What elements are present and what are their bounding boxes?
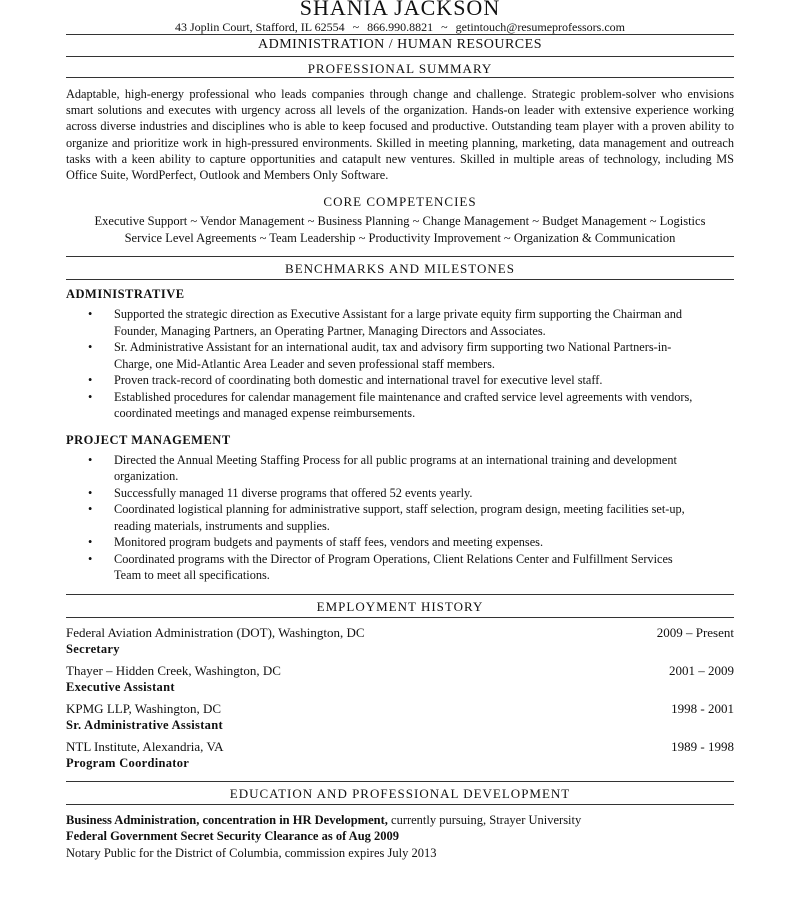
section-heading-summary: PROFESSIONAL SUMMARY [307,61,493,76]
education-line: Federal Government Secret Security Clearance as of Aug 2009 [66,829,400,844]
education-line [66,812,734,829]
summary-paragraph: Adaptable, high-energy professional who leads companies through change and challenge. Strategic problem-solver who envisions smart solutions and executes with urgency across all levels of the organization. Hands-on leader with extensive experience working across diverse industries and disciplines who is able to keep focused and productive. Outstanding team player with a proven ability to organize and prioritize work in high-pressured environments. Skilled in meeting planning, marketing, data management and outreach tasks with a keen ability to capture opportunities and catapult new ventures. Skilled in multiple areas of technology, including MS Office Suite, WordPerfect, Outlook and Members Only Software. [66,87,734,183]
divider [66,77,734,78]
contact-line [0,20,800,34]
divider [66,617,734,618]
job-dates: 2001 – 2009 [669,662,734,678]
divider [66,279,734,280]
education-list [66,812,734,862]
section-heading-employment: EMPLOYMENT HISTORY [316,598,484,614]
divider [66,781,734,782]
divider [66,56,734,57]
education-degree: Business Administration, concentration in HR Development, [66,812,388,827]
phone: 866.990.8821 [367,20,434,34]
job-entry [66,624,734,657]
education-line: Notary Public for the District of Columbia, commission expires July 2013 [66,845,437,860]
job-org: Federal Aviation Administration (DOT), Washington, DC [66,624,365,640]
job-org: KPMG LLP, Washington, DC [66,700,222,716]
section-heading-benchmarks: BENCHMARKS AND MILESTONES [285,261,515,277]
job-org: Thayer – Hidden Creek, Washington, DC [66,662,281,678]
job-role: Secretary [66,641,120,656]
list-item: • Established procedures for calendar management file maintenance and crafted service level agreements with vendors, coordinated meetings and managed expense reimbursements. [86,389,700,422]
job-role: Sr. Administrative Assistant [66,717,223,732]
subheading-project-management: PROJECT MANAGEMENT [66,432,231,447]
job-dates: 1989 - 1998 [671,738,734,754]
job-entry [66,738,734,771]
job-dates: 1998 - 2001 [671,700,734,716]
list-item: • Monitored program budgets and payments of staff fees, vendors and meeting expenses. [86,534,700,551]
separator: ~ [441,20,448,34]
list-item: • Coordinated programs with the Director of Program Operations, Client Relations Center and Fulfillment Services Team to meet all specifications. [86,551,700,584]
subheading-administrative: ADMINISTRATIVE [66,287,185,302]
list-item: • Proven track-record of coordinating both domestic and international travel for executive level staff. [86,372,700,389]
list-item: • Successfully managed 11 diverse programs that offered 52 events yearly. [86,485,700,502]
job-role: Executive Assistant [66,679,175,694]
job-org: NTL Institute, Alexandria, VA [66,738,224,754]
job-entry [66,662,734,695]
divider [66,34,734,35]
job-role: Program Coordinator [66,755,190,770]
professional-title: ADMINISTRATION / HUMAN RESOURCES [258,37,542,52]
separator: ~ [352,20,360,34]
project-management-list [0,452,800,584]
education-detail: currently pursuing, Strayer University [387,812,582,827]
section-heading-competencies: CORE COMPETENCIES [323,194,477,210]
section-heading-education: EDUCATION AND PROFESSIONAL DEVELOPMENT [229,785,571,801]
candidate-name: SHANIA JACKSON [299,0,501,20]
competencies-line-1: Executive Support ~ Vendor Management ~ Business Planning ~ Change Management ~ Budget Management ~ Logistics [94,214,706,229]
divider [66,256,734,257]
list-item: • Coordinated logistical planning for administrative support, staff selection, program design, meeting facilities set-up, reading materials, instruments and supplies. [86,501,700,534]
competencies-line-2: Service Level Agreements ~ Team Leadership ~ Productivity Improvement ~ Organization & Communication [124,231,676,246]
address: 43 Joplin Court, Stafford, IL 62554 [174,20,345,34]
list-item: • Directed the Annual Meeting Staffing Process for all public programs at an international training and development organization. [86,452,700,485]
email: getintouch@resumeprofessors.com [455,20,625,34]
administrative-list [0,306,800,422]
list-item: • Supported the strategic direction as Executive Assistant for a large private equity firm supporting the Chairman and Founder, Managing Partners, an Operating Partner, Managing Directors and Associates. [86,306,700,339]
job-dates: 2009 – Present [656,624,734,640]
divider [66,594,734,595]
job-entry [66,700,734,733]
divider [66,804,734,805]
list-item: • Sr. Administrative Assistant for an international audit, tax and advisory firm supporting two National Partners-in-Charge, one Mid-Atlantic Area Leader and seven professional staff members. [86,339,700,372]
